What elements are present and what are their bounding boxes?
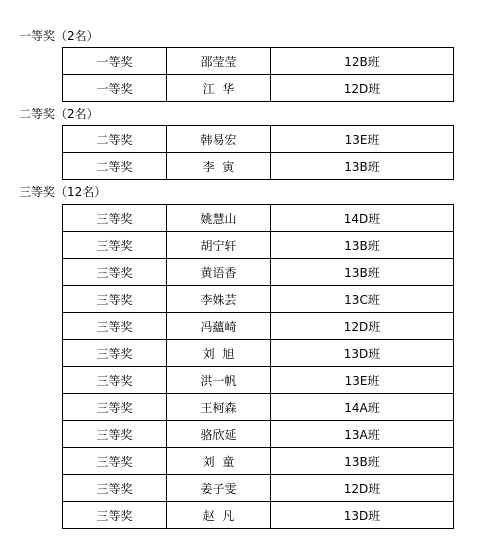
award-cell: 三等奖 [63, 205, 167, 232]
name-cell: 姚慧山 [167, 205, 271, 232]
award-cell: 二等奖 [63, 153, 167, 180]
name-cell: 李姝芸 [167, 286, 271, 313]
section-heading-second: 二等奖（2名） [19, 107, 99, 121]
table-row [63, 502, 454, 529]
award-cell: 一等奖 [63, 48, 167, 75]
table-row [63, 48, 454, 75]
first-prize-table [62, 47, 454, 102]
name-cell: 黄语香 [167, 259, 271, 286]
class-cell: 13B班 [271, 153, 454, 180]
class-cell: 12D班 [271, 313, 454, 340]
award-cell: 一等奖 [63, 75, 167, 102]
name-cell: 冯蘊崎 [167, 313, 271, 340]
class-cell: 12B班 [271, 48, 454, 75]
table-row [63, 126, 454, 153]
table-row [63, 286, 454, 313]
section-heading-first: 一等奖（2名） [19, 29, 99, 43]
award-cell: 三等奖 [63, 313, 167, 340]
table-row [63, 75, 454, 102]
class-cell: 14A班 [271, 394, 454, 421]
name-cell: 邵莹莹 [167, 48, 271, 75]
table-row [63, 153, 454, 180]
table-row [63, 259, 454, 286]
class-cell: 12D班 [271, 75, 454, 102]
award-cell: 三等奖 [63, 448, 167, 475]
section-heading-third: 三等奖（12名） [19, 185, 107, 199]
award-cell: 三等奖 [63, 259, 167, 286]
class-cell: 12D班 [271, 475, 454, 502]
table-row [63, 205, 454, 232]
award-cell: 三等奖 [63, 232, 167, 259]
award-cell: 二等奖 [63, 126, 167, 153]
table-row [63, 367, 454, 394]
class-cell: 13E班 [271, 126, 454, 153]
table-row [63, 394, 454, 421]
class-cell: 13C班 [271, 286, 454, 313]
table-row [63, 421, 454, 448]
class-cell: 13E班 [271, 367, 454, 394]
award-cell: 三等奖 [63, 286, 167, 313]
table-row [63, 475, 454, 502]
name-cell: 洪一帆 [167, 367, 271, 394]
name-cell: 胡宁轩 [167, 232, 271, 259]
table-row [63, 232, 454, 259]
award-cell: 三等奖 [63, 367, 167, 394]
award-cell: 三等奖 [63, 394, 167, 421]
name-cell: 刘 旭 [167, 340, 271, 367]
class-cell: 13B班 [271, 448, 454, 475]
table-row [63, 340, 454, 367]
table-row [63, 448, 454, 475]
name-cell: 韩易宏 [167, 126, 271, 153]
class-cell: 13A班 [271, 421, 454, 448]
name-cell: 李 寅 [167, 153, 271, 180]
name-cell: 江 华 [167, 75, 271, 102]
second-prize-table [62, 125, 454, 180]
class-cell: 14D班 [271, 205, 454, 232]
name-cell: 刘 童 [167, 448, 271, 475]
name-cell: 骆欣延 [167, 421, 271, 448]
award-cell: 三等奖 [63, 502, 167, 529]
name-cell: 姜子雯 [167, 475, 271, 502]
name-cell: 赵 凡 [167, 502, 271, 529]
class-cell: 13B班 [271, 232, 454, 259]
name-cell: 王柯森 [167, 394, 271, 421]
third-prize-table [62, 204, 454, 529]
award-cell: 三等奖 [63, 421, 167, 448]
class-cell: 13D班 [271, 502, 454, 529]
class-cell: 13D班 [271, 340, 454, 367]
class-cell: 13B班 [271, 259, 454, 286]
award-cell: 三等奖 [63, 340, 167, 367]
table-row [63, 313, 454, 340]
award-cell: 三等奖 [63, 475, 167, 502]
